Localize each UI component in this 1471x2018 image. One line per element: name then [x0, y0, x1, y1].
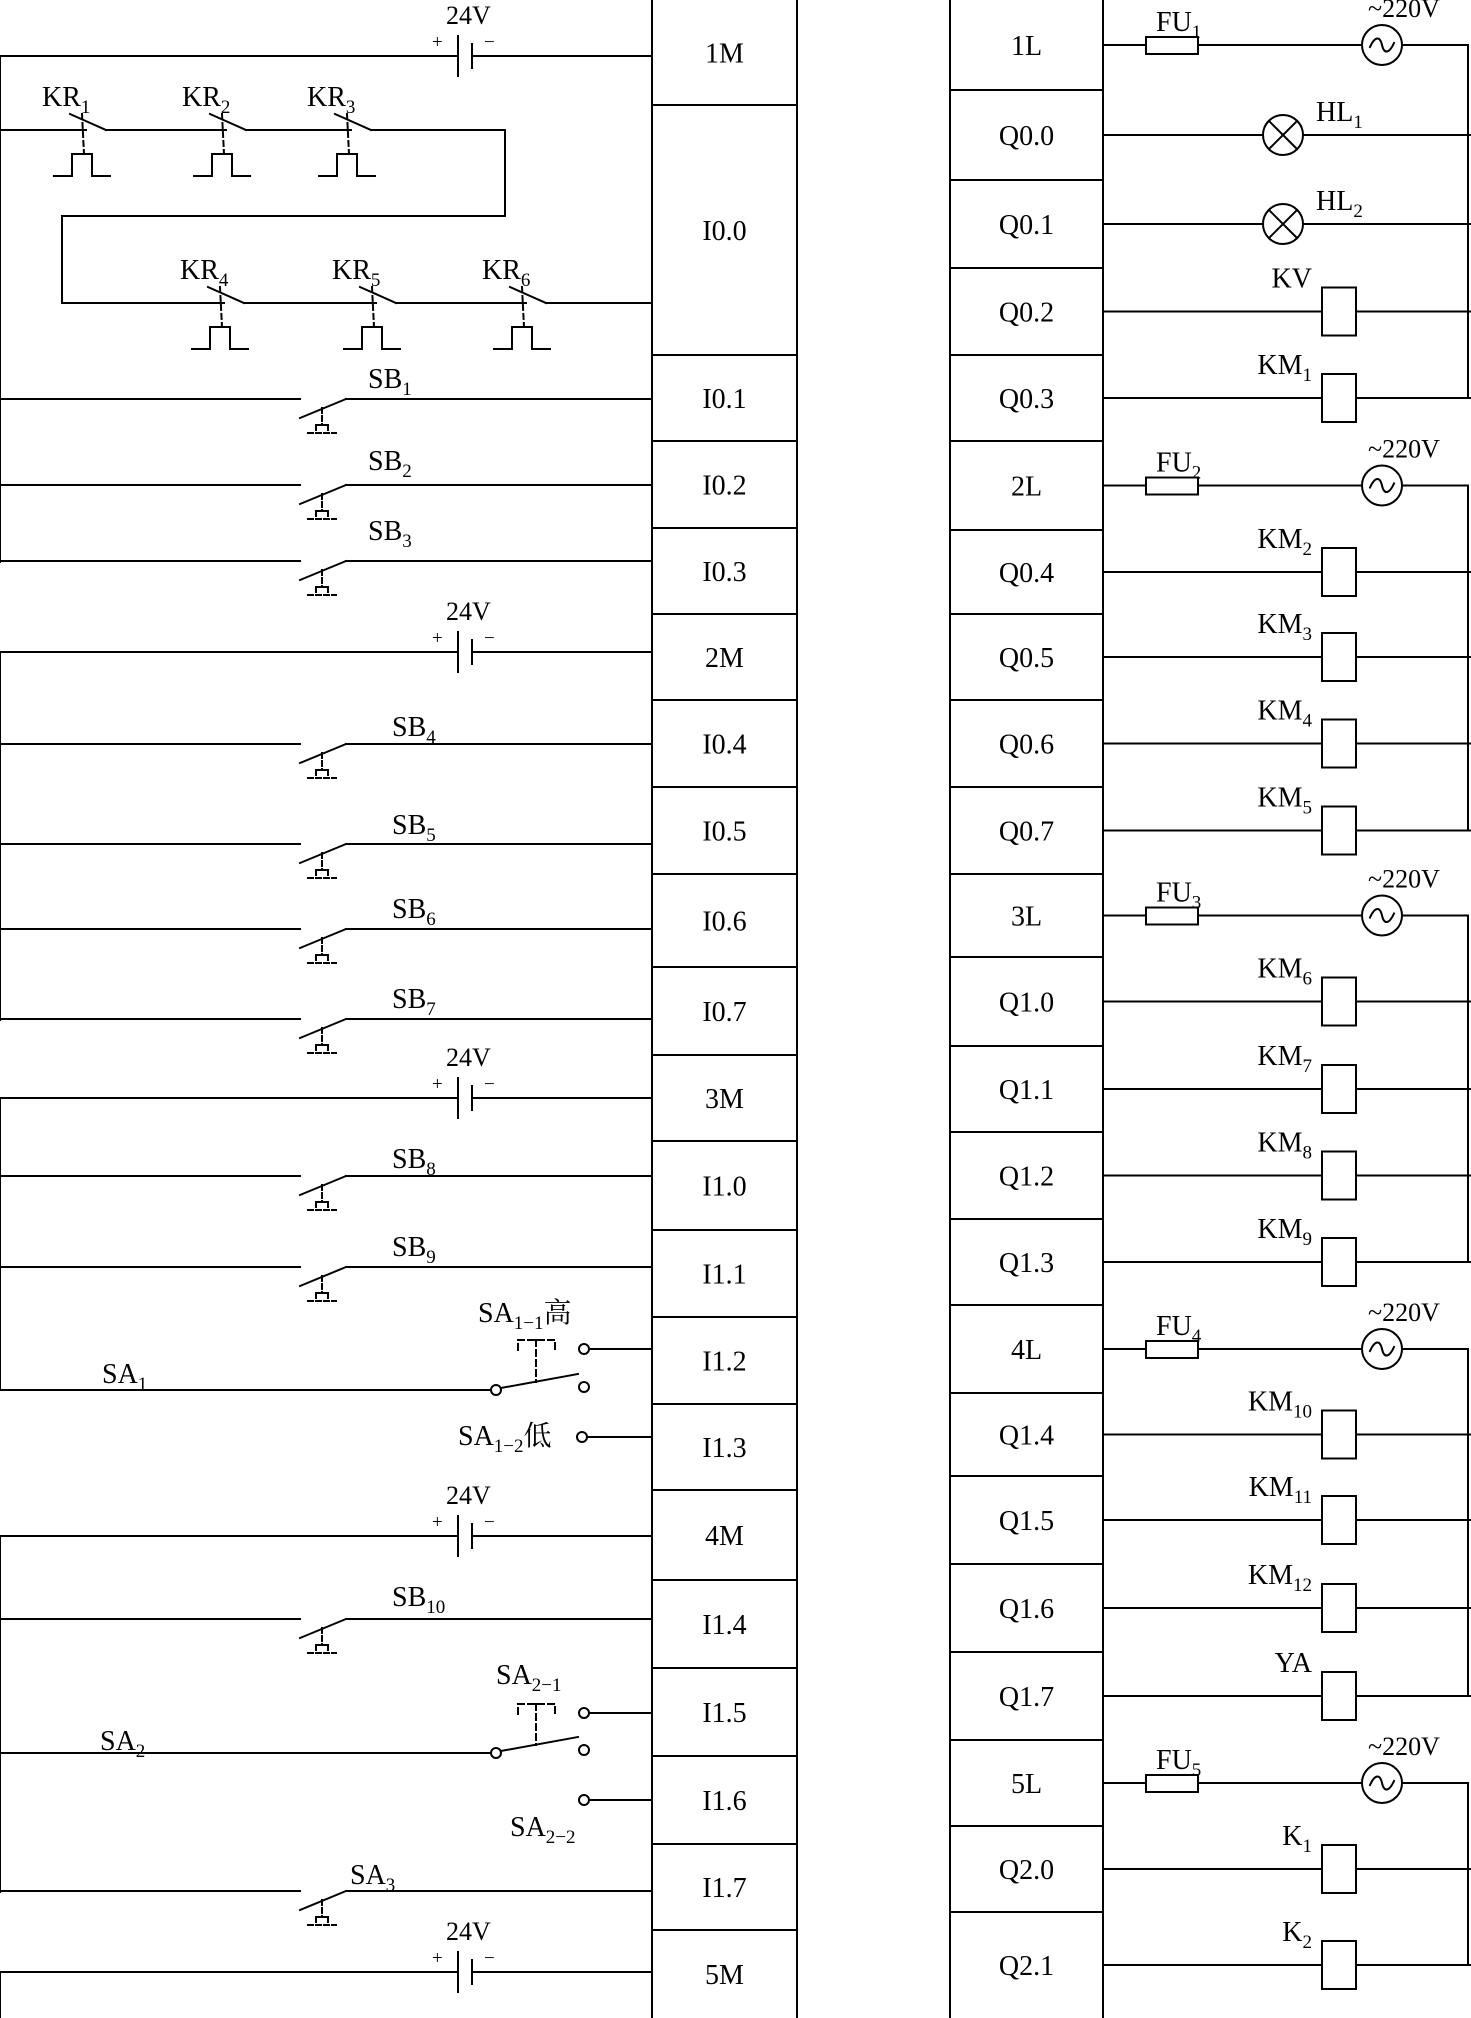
thermal-pulse-symbol — [344, 327, 400, 349]
pushbutton-label: $SB_6$ — [392, 894, 436, 930]
selector-blade — [501, 1374, 578, 1388]
fuse-fu2 — [1146, 478, 1198, 495]
kr6-contact — [494, 287, 652, 349]
ac-source-5 — [1362, 1732, 1440, 1803]
ac-voltage-label: ~220V — [1368, 0, 1440, 23]
pushbutton-label: $SA_3$ — [350, 1860, 396, 1896]
dc-supply-4 — [0, 1481, 652, 1556]
supply-voltage-label: 24V — [446, 1917, 491, 1946]
supply-minus-label: − — [484, 1074, 495, 1095]
relay-coil — [1322, 978, 1356, 1026]
km11-coil — [1103, 1496, 1471, 1544]
input-terminal-i0-4: I0.4 — [702, 729, 747, 761]
fuse-body — [1146, 1341, 1198, 1358]
km12-coil — [1103, 1584, 1471, 1632]
pushbutton-label: $SB_{10}$ — [392, 1582, 446, 1618]
coil-label: $KM_7$ — [1257, 1041, 1312, 1077]
selector-blade — [501, 1737, 578, 1751]
pushbutton-label: $SB_3$ — [368, 516, 412, 552]
coil-label: $K_2$ — [1282, 1917, 1312, 1953]
pushbutton-actuator — [308, 1185, 336, 1210]
ac-voltage-label: ~220V — [1368, 1298, 1440, 1327]
kr-contact-label: $KR_6$ — [482, 255, 531, 291]
relay-coil — [1322, 1584, 1356, 1632]
coil-label: $KM_4$ — [1257, 695, 1312, 732]
relay-coil — [1322, 374, 1356, 422]
output-terminal-q1-2: Q1.2 — [998, 1161, 1055, 1193]
selector-pivot — [491, 1385, 501, 1395]
supply-plus-label: + — [432, 1074, 443, 1095]
output-terminal-q1-6: Q1.6 — [998, 1594, 1055, 1625]
kr4-contact — [192, 287, 360, 349]
coil-label: $KM_6$ — [1257, 953, 1312, 990]
km8-coil — [1103, 1152, 1471, 1200]
fuse-label: $FU_5$ — [1156, 1745, 1202, 1781]
output-terminal-q0-6: Q0.6 — [998, 729, 1055, 761]
sb1-pushbutton — [0, 399, 652, 433]
coil-label: $K_1$ — [1282, 1821, 1312, 1857]
pushbutton-actuator — [308, 1900, 336, 1925]
ac-source-2 — [1362, 435, 1440, 506]
km6-coil — [1103, 978, 1471, 1026]
dc-supply-3 — [0, 1043, 652, 1118]
output-terminal-q2-1: Q2.1 — [998, 1951, 1055, 1982]
pushbutton-actuator — [308, 1028, 336, 1053]
sb2-pushbutton — [0, 485, 652, 519]
ac-source-4 — [1362, 1298, 1440, 1369]
supply-voltage-label: 24V — [446, 1, 491, 30]
hl1-lamp — [1103, 115, 1471, 155]
sb9-pushbutton — [0, 1267, 652, 1301]
input-terminal-2m: 2M — [705, 643, 744, 674]
input-terminal-i0-2: I0.2 — [702, 470, 747, 502]
ac-voltage-label: ~220V — [1368, 1732, 1440, 1761]
hl2-lamp — [1103, 204, 1471, 244]
ac-source-1 — [1362, 0, 1440, 65]
kr1-contact — [54, 114, 210, 176]
ac-source-3 — [1362, 865, 1440, 936]
output-terminal-q1-0: Q1.0 — [998, 987, 1055, 1019]
dc-supply-2 — [0, 597, 652, 672]
selector-contact-low-side — [579, 1382, 589, 1392]
km2-coil — [1103, 548, 1471, 596]
output-terminal-q0-3: Q0.3 — [998, 384, 1055, 415]
pushbutton-label: $SB_2$ — [368, 446, 412, 482]
coil-label: $KM_5$ — [1257, 782, 1312, 819]
input-terminal-i1-2: I1.2 — [702, 1346, 747, 1378]
selector-actuator — [518, 1704, 555, 1745]
fuse-body — [1146, 1775, 1198, 1792]
kr-contact-label: $KR_4$ — [180, 255, 229, 291]
output-terminal-block — [950, 0, 1103, 2018]
ac-voltage-label: ~220V — [1368, 864, 1440, 894]
selector-actuator — [518, 1340, 555, 1382]
relay-coil — [1322, 1238, 1356, 1286]
km4-coil — [1103, 720, 1471, 768]
lamp-label: $HL_2$ — [1316, 186, 1363, 222]
ya-coil — [1103, 1672, 1471, 1720]
dc-supply-1 — [0, 1, 652, 76]
ac-voltage-label: ~220V — [1368, 434, 1440, 464]
sa2-pos2-label: $SA_{2-2}$ — [510, 1812, 576, 1848]
pushbutton-actuator — [308, 494, 336, 519]
output-terminal-q1-4: Q1.4 — [998, 1420, 1055, 1452]
pushbutton-label: $SB_7$ — [392, 984, 436, 1020]
kr-contact-label: $KR_5$ — [332, 255, 381, 291]
input-terminal-i1-5: I1.5 — [702, 1698, 747, 1729]
input-terminal-i0-6: I0.6 — [702, 906, 747, 938]
relay-coil — [1322, 548, 1356, 596]
output-terminal-2l: 2L — [1010, 471, 1043, 503]
fuse-fu3 — [1146, 908, 1198, 925]
supply-minus-label: − — [484, 32, 495, 53]
output-terminal-q1-7: Q1.7 — [998, 1682, 1055, 1713]
kr2-contact — [194, 114, 335, 176]
input-terminal-5m: 5M — [705, 1960, 744, 1991]
input-terminal-i1-7: I1.7 — [702, 1873, 747, 1904]
input-terminal-3m: 3M — [705, 1084, 744, 1115]
pushbutton-label: $SB_4$ — [392, 712, 436, 748]
supply-voltage-label: 24V — [446, 1043, 491, 1072]
output-terminal-q0-7: Q0.7 — [998, 816, 1055, 848]
lamp-label: $HL_1$ — [1316, 97, 1363, 133]
relay-coil — [1322, 807, 1356, 855]
dc-supply-5 — [0, 1917, 652, 1992]
km7-coil — [1103, 1065, 1471, 1113]
kr5-contact — [344, 287, 510, 349]
kr3-contact — [319, 114, 505, 176]
fuse-body — [1146, 478, 1198, 495]
km1-coil — [1103, 374, 1471, 422]
input-terminal-i1-6: I1.6 — [702, 1786, 747, 1817]
supply-plus-label: + — [432, 1948, 443, 1969]
output-terminal-q0-4: Q0.4 — [998, 558, 1055, 589]
supply-voltage-label: 24V — [446, 1481, 491, 1510]
output-terminal-5l: 5L — [1010, 1769, 1043, 1800]
fuse-fu4 — [1146, 1341, 1198, 1358]
kr-contact-label: $KR_1$ — [42, 82, 91, 118]
relay-coil — [1322, 1152, 1356, 1200]
selector-contact-2 — [579, 1795, 589, 1805]
supply-minus-label: − — [484, 1948, 495, 1969]
pushbutton-label: $SB_1$ — [368, 364, 412, 400]
output-terminal-3l: 3L — [1010, 901, 1043, 933]
output-terminal-4l: 4L — [1010, 1335, 1043, 1366]
thermal-pulse-symbol — [54, 154, 110, 176]
relay-coil — [1322, 1845, 1356, 1893]
k2-coil — [1103, 1941, 1471, 1989]
input-terminal-i0-3: I0.3 — [702, 557, 747, 588]
supply-plus-label: + — [432, 32, 443, 53]
coil-label: $KM_1$ — [1257, 350, 1312, 386]
input-terminal-i1-1: I1.1 — [702, 1259, 747, 1291]
selector-contact-low — [577, 1432, 587, 1442]
thermal-pulse-symbol — [192, 327, 248, 349]
coil-label: $KM_2$ — [1257, 524, 1312, 560]
thermal-pulse-symbol — [194, 154, 250, 176]
input-terminal-i1-4: I1.4 — [702, 1610, 747, 1641]
sa2-label: $SA_2$ — [100, 1726, 146, 1762]
output-terminal-q1-5: Q1.5 — [998, 1506, 1055, 1537]
input-terminal-i0-7: I0.7 — [702, 997, 747, 1028]
supply-plus-label: + — [432, 1512, 443, 1533]
thermal-pulse-symbol — [319, 154, 375, 176]
thermal-pulse-symbol — [494, 327, 550, 349]
pushbutton-actuator — [308, 1276, 336, 1301]
pushbutton-actuator — [308, 938, 336, 963]
km3-coil — [1103, 633, 1471, 681]
pushbutton-actuator — [308, 408, 336, 433]
input-terminal-block — [652, 0, 797, 2018]
fuse-label: $FU_2$ — [1156, 447, 1202, 484]
fuse-body — [1146, 37, 1198, 54]
kr-contact-label: $KR_3$ — [307, 82, 356, 118]
relay-coil — [1322, 633, 1356, 681]
sb7-pushbutton — [0, 1019, 652, 1053]
fuse-label: $FU_4$ — [1156, 1311, 1202, 1347]
k1-coil — [1103, 1845, 1471, 1893]
output-terminal-q1-3: Q1.3 — [998, 1248, 1055, 1279]
fuse-fu5 — [1146, 1775, 1198, 1792]
input-terminal-i0-1: I0.1 — [702, 384, 747, 415]
output-terminal-q0-0: Q0.0 — [998, 121, 1055, 152]
kr-contact-label: $KR_2$ — [182, 82, 231, 118]
coil-label: $KM_{10}$ — [1247, 1386, 1312, 1423]
fuse-label: $FU_1$ — [1156, 7, 1202, 43]
km9-coil — [1103, 1238, 1471, 1286]
fuse-fu1 — [1146, 37, 1198, 54]
coil-label: $KM_{12}$ — [1247, 1560, 1312, 1596]
sb3-pushbutton — [0, 561, 652, 595]
coil-label: $KM_9$ — [1257, 1214, 1312, 1250]
pushbutton-actuator — [308, 753, 336, 778]
coil-label: YA — [1274, 1648, 1312, 1679]
sb6-pushbutton — [0, 929, 652, 963]
input-terminal-i1-0: I1.0 — [702, 1171, 747, 1203]
relay-coil — [1322, 288, 1356, 336]
output-terminal-q0-5: Q0.5 — [998, 643, 1055, 674]
wire — [62, 130, 505, 303]
output-terminal-1l: 1L — [1010, 31, 1043, 62]
supply-minus-label: − — [484, 628, 495, 649]
kv-coil — [1103, 288, 1471, 336]
fuse-label: $FU_3$ — [1156, 877, 1202, 914]
selector-contact-1 — [579, 1708, 589, 1718]
selector-contact-aux — [579, 1745, 589, 1755]
sa1-high-label: $SA_{1-1}$高 — [478, 1298, 572, 1334]
sa2-pos1-label: $SA_{2-1}$ — [496, 1660, 562, 1696]
sa3-switch — [0, 1891, 652, 1925]
supply-plus-label: + — [432, 628, 443, 649]
selector-contact-high — [579, 1344, 589, 1354]
coil-label: $KM_3$ — [1257, 609, 1312, 645]
km5-coil — [1103, 807, 1471, 855]
km10-coil — [1103, 1411, 1471, 1459]
pushbutton-label: $SB_5$ — [392, 810, 436, 846]
sb10-pushbutton — [0, 1619, 652, 1653]
input-group-1 — [0, 56, 505, 562]
sa1-low-label: $SA_{1-2}$低 — [458, 1421, 552, 1457]
coil-label: $KM_{11}$ — [1248, 1472, 1312, 1508]
output-terminal-q1-1: Q1.1 — [998, 1075, 1055, 1106]
input-group-3 — [0, 1098, 652, 1442]
pushbutton-actuator — [308, 853, 336, 878]
supply-voltage-label: 24V — [446, 597, 491, 626]
relay-coil — [1322, 1941, 1356, 1989]
selector-pivot — [491, 1748, 501, 1758]
input-terminal-i0-0: I0.0 — [702, 216, 747, 247]
pushbutton-actuator — [308, 1628, 336, 1653]
relay-coil — [1322, 1411, 1356, 1459]
output-terminal-q0-2: Q0.2 — [998, 297, 1055, 329]
relay-coil — [1322, 1496, 1356, 1544]
output-terminal-q2-0: Q2.0 — [998, 1855, 1055, 1886]
sa1-label: $SA_1$ — [102, 1359, 148, 1395]
input-terminal-1m: 1M — [705, 38, 744, 70]
fuse-body — [1146, 908, 1198, 925]
output-terminal-q0-1: Q0.1 — [998, 210, 1055, 241]
sb8-pushbutton — [0, 1176, 652, 1210]
relay-coil — [1322, 720, 1356, 768]
sb5-pushbutton — [0, 844, 652, 878]
pushbutton-actuator — [308, 570, 336, 595]
relay-coil — [1322, 1672, 1356, 1720]
supply-minus-label: − — [484, 1512, 495, 1533]
relay-coil — [1322, 1065, 1356, 1113]
coil-label: KV — [1271, 263, 1312, 295]
pushbutton-label: $SB_9$ — [392, 1232, 436, 1268]
input-terminal-i1-3: I1.3 — [702, 1433, 747, 1464]
pushbutton-label: $SB_8$ — [392, 1144, 436, 1180]
input-terminal-4m: 4M — [705, 1521, 744, 1552]
sb4-pushbutton — [0, 744, 652, 778]
input-terminal-i0-5: I0.5 — [702, 816, 747, 848]
coil-label: $KM_8$ — [1257, 1127, 1312, 1164]
